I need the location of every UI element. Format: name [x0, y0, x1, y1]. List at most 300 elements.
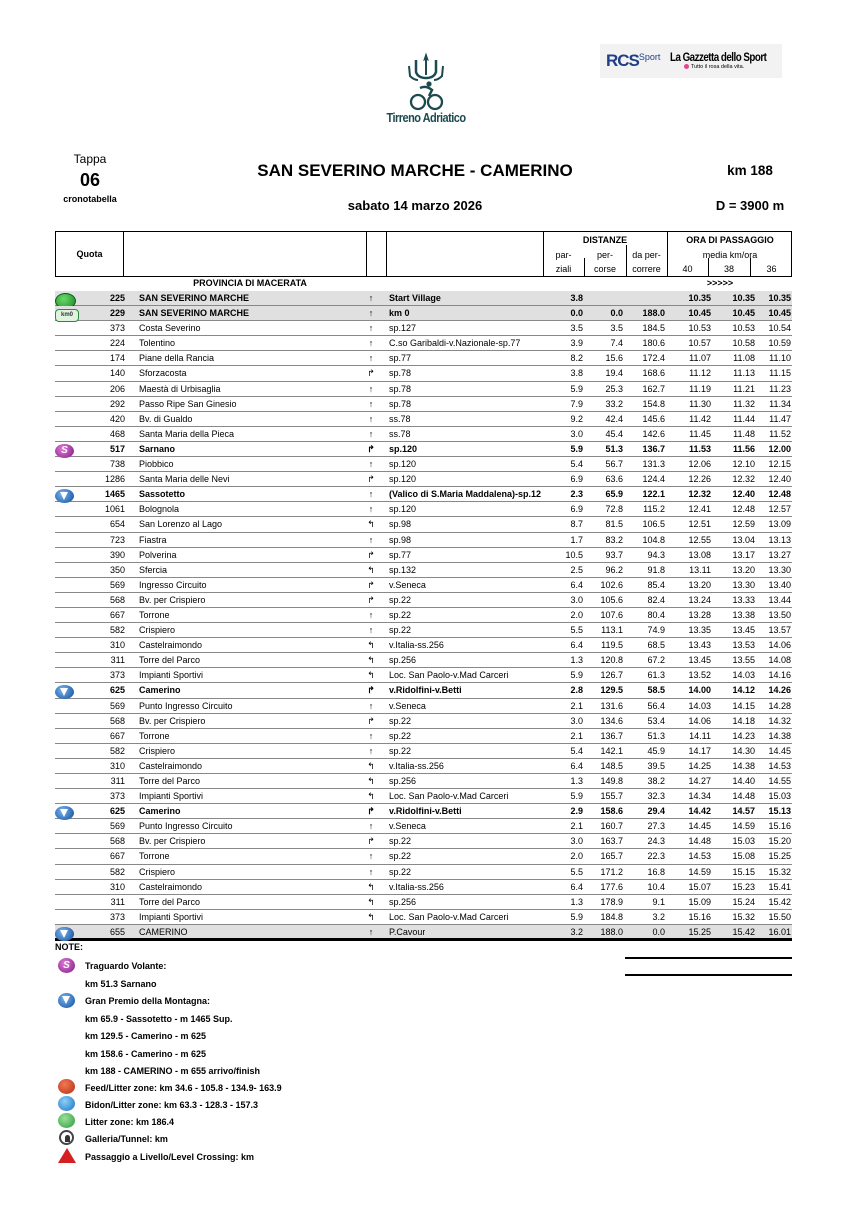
cell-dir: ↱	[367, 685, 375, 696]
cell-road: sp.22	[389, 715, 412, 726]
cell-parz: 6.4	[570, 881, 583, 892]
cell-perc: 72.8	[605, 504, 623, 515]
cell-t40: 14.59	[688, 866, 711, 877]
cell-parz: 3.2	[570, 926, 583, 937]
cell-road: sp.120	[389, 459, 417, 470]
cell-dap: 68.5	[647, 640, 665, 651]
table-row	[55, 472, 792, 487]
cell-t38: 14.38	[732, 760, 755, 771]
province-row	[55, 277, 792, 291]
cell-t38: 13.17	[732, 549, 755, 560]
cell-t38: 14.03	[732, 670, 755, 681]
cell-perc: 149.8	[600, 776, 623, 786]
cell-perc: 113.1	[601, 625, 623, 636]
table-row	[55, 351, 792, 366]
cell-road: sp.22	[389, 836, 412, 847]
cell-dir: ↱	[367, 594, 375, 605]
cell-t36: 13.13	[768, 534, 791, 545]
cell-dir: ↑	[368, 353, 374, 364]
cell-loc: Fiastra	[139, 534, 167, 545]
cell-t40: 14.27	[688, 776, 711, 786]
cell-quota: 582	[109, 866, 125, 877]
cell-road: sp.22	[389, 609, 412, 620]
cell-t38: 11.56	[732, 443, 755, 454]
cell-t36: 13.57	[768, 625, 791, 636]
cell-perc: 56.7	[605, 459, 623, 470]
cell-dap: 142.6	[642, 428, 665, 439]
table-row	[55, 336, 792, 351]
cell-t36: 15.13	[768, 806, 791, 817]
cell-t38: 14.59	[732, 821, 755, 832]
cell-perc: 63.6	[605, 474, 623, 485]
cell-quota: 373	[109, 911, 125, 922]
cell-dir: ↰	[367, 911, 375, 922]
cell-t40: 12.41	[688, 504, 711, 515]
cell-t38: 10.35	[732, 293, 755, 303]
cell-t38: 11.08	[733, 353, 755, 364]
cell-loc: SAN SEVERINO MARCHE	[139, 293, 250, 303]
cell-dir: ↑	[368, 293, 374, 303]
cell-dir: ↱	[367, 474, 375, 485]
cell-dap: 3.2	[652, 911, 665, 922]
cell-loc: Sfercia	[139, 564, 168, 575]
cell-t36: 14.08	[768, 655, 791, 666]
cell-dap: 162.7	[642, 383, 665, 394]
table-row	[55, 668, 792, 683]
cell-dir: ↑	[368, 489, 374, 500]
cell-road: sp.22	[389, 745, 412, 756]
pink-dot-icon	[684, 64, 689, 69]
table-row	[55, 623, 792, 638]
sponsor-logos	[600, 44, 782, 78]
cell-quota: 292	[109, 398, 125, 409]
cell-dap: 168.6	[642, 368, 665, 379]
cell-t38: 11.21	[733, 383, 755, 394]
cell-t40: 11.30	[689, 398, 711, 409]
table-row	[55, 442, 792, 457]
cell-dap: 27.3	[647, 821, 665, 832]
cell-dir: ↑	[368, 398, 374, 409]
cell-dir: ↑	[368, 338, 374, 349]
header-distanze: DISTANZE	[582, 235, 628, 245]
cell-road: v.Italia-ss.256	[389, 760, 444, 771]
cell-t36: 11.10	[769, 353, 791, 364]
cell-t38: 12.59	[732, 519, 755, 530]
cell-loc: Santa Maria della Pieca	[139, 428, 235, 439]
cell-loc: Crispiero	[139, 745, 176, 756]
cell-t36: 12.15	[768, 459, 791, 470]
cell-loc: Sarnano	[139, 443, 176, 454]
cell-parz: 5.5	[570, 866, 583, 877]
cell-parz: 10.5	[565, 549, 583, 560]
cell-t38: 15.23	[732, 881, 755, 892]
table-row	[55, 774, 792, 789]
table-row	[55, 865, 792, 880]
cell-loc: Castelraimondo	[139, 760, 203, 771]
cell-loc: Tolentino	[139, 338, 176, 349]
cell-parz: 2.0	[570, 609, 583, 620]
cell-road: P.Cavour	[389, 926, 426, 937]
cell-perc: 188.0	[600, 926, 623, 937]
cell-perc: 0.0	[610, 308, 623, 319]
cell-perc: 120.8	[600, 655, 623, 666]
cell-t36: 13.50	[768, 609, 791, 620]
cell-quota: 310	[109, 640, 125, 651]
gpm-icon	[55, 927, 74, 941]
cell-road: sp.256	[389, 655, 417, 666]
cell-dap: 82.4	[647, 594, 665, 605]
cell-t36: 15.32	[768, 866, 791, 877]
cell-parz: 2.1	[570, 730, 583, 741]
cell-loc: Impianti Sportivi	[139, 670, 204, 681]
cell-quota: 140	[109, 368, 125, 379]
cell-t40: 14.53	[688, 851, 711, 862]
cell-t38: 13.53	[732, 640, 755, 651]
cell-parz: 6.9	[570, 474, 583, 485]
cell-loc: Santa Maria delle Nevi	[139, 474, 230, 485]
cell-t38: 15.03	[732, 836, 755, 847]
cell-perc: 119.5	[601, 640, 623, 651]
table-row	[55, 653, 792, 668]
table-row	[55, 895, 792, 910]
cell-road: (Valico di S.Maria Maddalena)-sp.12	[389, 489, 542, 500]
cell-quota: 373	[109, 323, 125, 334]
cell-parz: 3.0	[570, 428, 583, 439]
cell-parz: 6.4	[570, 760, 583, 771]
cell-quota: 206	[109, 383, 125, 394]
cell-quota: 311	[110, 776, 125, 786]
cell-parz: 2.1	[570, 821, 583, 832]
cell-dap: 124.4	[642, 474, 665, 485]
cell-dap: 61.3	[647, 670, 665, 681]
cell-t40: 14.00	[688, 685, 711, 696]
cell-perc: 81.5	[605, 519, 623, 530]
cell-dir: ↰	[367, 881, 375, 892]
cell-dir: ↑	[368, 745, 374, 756]
cell-road: sp.120	[389, 504, 417, 515]
cell-perc: 136.7	[600, 730, 623, 741]
cell-t36: 14.32	[768, 715, 791, 726]
province-name: PROVINCIA DI MACERATA	[193, 278, 307, 288]
table-row	[55, 714, 792, 729]
cell-quota: 224	[109, 338, 125, 349]
cell-t38: 13.38	[732, 609, 755, 620]
cell-t36: 15.16	[768, 821, 791, 832]
cell-road: sp.120	[389, 474, 417, 485]
cell-dir: ↑	[368, 866, 374, 877]
cell-loc: Polverina	[139, 549, 177, 560]
cell-perc: 131.6	[600, 700, 623, 711]
cell-dir: ↑	[368, 459, 374, 470]
cell-parz: 1.3	[570, 776, 583, 786]
cell-quota: 568	[109, 715, 125, 726]
cell-t36: 11.15	[769, 368, 791, 379]
cell-quota: 1286	[104, 474, 125, 485]
cell-dap: 32.3	[647, 791, 665, 802]
cell-quota: 667	[109, 730, 125, 741]
cell-loc: Bv. per Crispiero	[139, 715, 206, 726]
cell-parz: 0.0	[570, 308, 583, 319]
cell-loc: Torre del Parco	[139, 776, 201, 786]
cell-dap: 80.4	[647, 609, 665, 620]
cell-t40: 15.16	[688, 911, 711, 922]
cell-road: Loc. San Paolo-v.Mad Carceri	[389, 911, 509, 922]
notes-title: NOTE:	[55, 942, 83, 952]
cell-dap: 122.1	[642, 489, 665, 500]
cell-parz: 5.9	[570, 911, 583, 922]
cell-t40: 13.11	[689, 564, 711, 575]
cell-t38: 14.48	[732, 791, 755, 802]
cell-loc: Piobbico	[139, 459, 174, 470]
cell-parz: 3.8	[570, 368, 583, 379]
cell-loc: Crispiero	[139, 866, 176, 877]
cell-perc: 33.2	[605, 398, 623, 409]
cell-parz: 2.1	[570, 700, 583, 711]
table-row	[55, 834, 792, 849]
cell-road: sp.98	[389, 519, 412, 530]
cell-parz: 2.9	[570, 806, 583, 817]
cell-dap: 38.2	[647, 776, 665, 786]
cell-t38: 13.20	[732, 564, 755, 575]
cell-t38: 12.40	[732, 489, 755, 500]
cell-road: sp.78	[389, 368, 412, 379]
cell-dir: ↑	[368, 730, 374, 741]
cell-t40: 14.17	[688, 745, 711, 756]
cell-loc: Punto Ingresso Circuito	[139, 821, 233, 832]
cell-parz: 7.9	[570, 398, 583, 409]
cell-t38: 14.40	[732, 776, 755, 786]
table-row	[55, 412, 792, 427]
table-row	[55, 382, 792, 397]
cell-perc: 184.8	[600, 911, 623, 922]
cell-t38: 11.48	[733, 428, 755, 439]
cell-quota: 468	[109, 428, 125, 439]
cell-parz: 6.4	[570, 640, 583, 651]
cell-loc: Castelraimondo	[139, 881, 203, 892]
cell-dir: ↰	[367, 640, 375, 651]
cronotabella-label: cronotabella	[63, 194, 117, 204]
cell-quota: 569	[109, 579, 125, 590]
cell-t38: 13.04	[732, 534, 755, 545]
cell-perc: 126.7	[600, 670, 623, 681]
cell-dap: 24.3	[647, 836, 665, 847]
cell-quota: 350	[109, 564, 125, 575]
cell-quota: 667	[109, 851, 125, 862]
direction-arrows: >>>>>	[706, 278, 734, 288]
cell-quota: 738	[109, 459, 125, 470]
cell-parz: 8.2	[570, 353, 583, 364]
cell-parz: 3.8	[570, 293, 583, 303]
cell-t36: 10.35	[768, 293, 791, 303]
cell-t36: 10.45	[768, 308, 791, 319]
cell-road: sp.22	[389, 594, 412, 605]
table-row	[55, 457, 792, 472]
rcs-sport-logo: $RCS^{Sport}$	[606, 51, 661, 70]
cell-loc: Impianti Sportivi	[139, 911, 204, 922]
timetable	[55, 231, 792, 941]
cell-dap: 29.4	[647, 806, 665, 817]
cell-road: sp.127	[389, 323, 417, 334]
sprint-icon: S	[58, 958, 75, 973]
cell-t36: 15.50	[768, 911, 791, 922]
cell-t38: 13.33	[732, 594, 755, 605]
cell-dir: ↑	[368, 383, 374, 394]
table-row	[55, 699, 792, 714]
cell-loc: Piane della Rancia	[139, 353, 215, 364]
cell-loc: Bv. di Gualdo	[139, 413, 193, 424]
cell-road: sp.98	[389, 534, 412, 545]
cell-t40: 11.42	[689, 413, 711, 424]
cell-perc: 45.4	[605, 428, 623, 439]
cell-parz: 6.9	[570, 504, 583, 515]
cell-perc: 148.5	[600, 760, 623, 771]
cell-t40: 12.55	[688, 534, 711, 545]
cell-t40: 13.52	[688, 670, 711, 681]
cell-perc: 93.7	[605, 549, 623, 560]
cell-dir: ↑	[368, 504, 374, 515]
cell-road: v.Ridolfini-v.Betti	[389, 685, 462, 696]
cell-loc: Torrone	[139, 609, 170, 620]
cell-loc: Torre del Parco	[139, 896, 201, 907]
cell-t40: 13.24	[688, 594, 711, 605]
cell-road: sp.120	[389, 443, 418, 454]
table-row	[55, 759, 792, 774]
cell-quota: 654	[109, 519, 125, 530]
cell-dap: 104.8	[642, 534, 665, 545]
gazzetta-logo: La Gazzetta dello Sport Tutto il rosa della vita.	[670, 52, 767, 70]
cell-dir: ↰	[367, 655, 375, 666]
cell-quota: 625	[109, 685, 125, 696]
cell-dap: 10.4	[647, 881, 665, 892]
cell-dir: ↰	[367, 670, 375, 681]
cell-dir: ↑	[368, 609, 374, 620]
cell-t36: 15.41	[768, 881, 791, 892]
cell-road: sp.256	[389, 776, 417, 786]
cell-loc: Costa Severino	[139, 323, 201, 334]
cell-parz: 5.9	[570, 443, 583, 454]
table-row	[55, 593, 792, 608]
cell-quota: 517	[109, 443, 125, 454]
cell-t36: 11.52	[769, 428, 791, 439]
cell-road: v.Ridolfini-v.Betti	[389, 806, 462, 817]
signature-line-2	[625, 974, 792, 976]
table-row	[55, 608, 792, 623]
cell-parz: 3.0	[570, 594, 583, 605]
cell-parz: 5.4	[570, 745, 583, 756]
elevation-gain: D = 3900 m	[715, 198, 785, 213]
cell-t38: 15.42	[732, 926, 755, 937]
cell-t40: 14.48	[688, 836, 711, 847]
table-row	[55, 683, 792, 698]
cell-t36: 13.40	[768, 579, 791, 590]
cell-dir: ↰	[367, 564, 375, 575]
cell-quota: 311	[110, 655, 125, 666]
cell-parz: 3.5	[570, 323, 583, 334]
cell-road: Loc. San Paolo-v.Mad Carceri	[389, 791, 509, 802]
cell-dir: ↰	[367, 760, 375, 771]
cell-quota: 569	[109, 821, 125, 832]
cell-road: sp.77	[389, 353, 412, 364]
cell-t36: 11.47	[769, 413, 791, 424]
cell-t38: 14.57	[732, 806, 755, 817]
cell-loc: Camerino	[139, 685, 181, 696]
table-row	[55, 729, 792, 744]
table-row	[55, 533, 792, 548]
cell-dap: 9.1	[652, 896, 665, 907]
table-body	[55, 291, 792, 941]
cell-t36: 12.00	[768, 443, 791, 454]
cell-t36: 14.28	[768, 700, 791, 711]
cell-t38: 12.32	[732, 474, 755, 485]
table-row	[55, 291, 792, 306]
cell-loc: Torrone	[139, 851, 170, 862]
cell-perc: 163.7	[600, 836, 623, 847]
cell-parz: 1.3	[570, 896, 583, 907]
cell-t38: 15.08	[732, 851, 755, 862]
cell-dir: ↑	[368, 821, 374, 832]
cell-t40: 13.20	[688, 579, 711, 590]
cell-dap: 184.5	[642, 323, 665, 334]
cell-road: sp.22	[389, 866, 412, 877]
cell-t36: 12.48	[768, 489, 791, 500]
table-row	[55, 744, 792, 759]
cell-dap: 56.4	[647, 700, 665, 711]
cell-t38: 13.55	[732, 655, 755, 666]
cell-dir: ↑	[368, 428, 374, 439]
cell-t40: 10.35	[688, 293, 711, 303]
cell-dap: 180.6	[642, 338, 665, 349]
cell-parz: 8.7	[570, 519, 583, 530]
cell-t38: 11.32	[733, 398, 755, 409]
stage-number: 06	[79, 170, 101, 190]
cell-dap: 74.9	[647, 625, 665, 636]
table-row	[55, 548, 792, 563]
cell-t36: 14.45	[768, 745, 791, 756]
cell-t36: 14.38	[768, 730, 791, 741]
cell-perc: 51.3	[605, 443, 623, 454]
cell-t38: 13.30	[732, 579, 755, 590]
cell-perc: 25.3	[605, 383, 623, 394]
cell-quota: 229	[109, 308, 125, 319]
cell-quota: 310	[109, 760, 125, 771]
cell-dap: 58.5	[647, 685, 665, 696]
cell-t36: 14.16	[768, 670, 791, 681]
header-ora-passaggio: ORA DI PASSAGGIO	[686, 235, 774, 245]
cell-loc: SAN SEVERINO MARCHE	[139, 308, 250, 319]
cell-t40: 12.51	[688, 519, 711, 530]
cell-t36: 10.59	[768, 338, 791, 349]
table-row	[55, 910, 792, 925]
cell-dir: ↱	[367, 715, 375, 726]
trident-cyclist-icon	[396, 52, 456, 112]
cell-dap: 172.4	[642, 353, 665, 364]
cell-t36: 13.30	[768, 564, 791, 575]
cell-dap: 53.4	[647, 715, 665, 726]
cell-quota: 582	[109, 745, 125, 756]
cell-road: C.so Garibaldi-v.Nazionale-sp.77	[389, 338, 521, 349]
table-row	[55, 578, 792, 593]
cell-t38: 15.15	[732, 866, 755, 877]
cell-t40: 12.32	[688, 489, 711, 500]
cell-road: Start Village	[389, 293, 441, 303]
cell-t38: 14.30	[732, 745, 755, 756]
cell-quota: 311	[110, 896, 125, 907]
cell-t38: 14.15	[732, 700, 755, 711]
cell-dir: ↱	[367, 836, 375, 847]
sprint-icon: S	[55, 444, 74, 458]
cell-t36: 15.25	[768, 851, 791, 862]
cell-road: sp.78	[389, 398, 412, 409]
